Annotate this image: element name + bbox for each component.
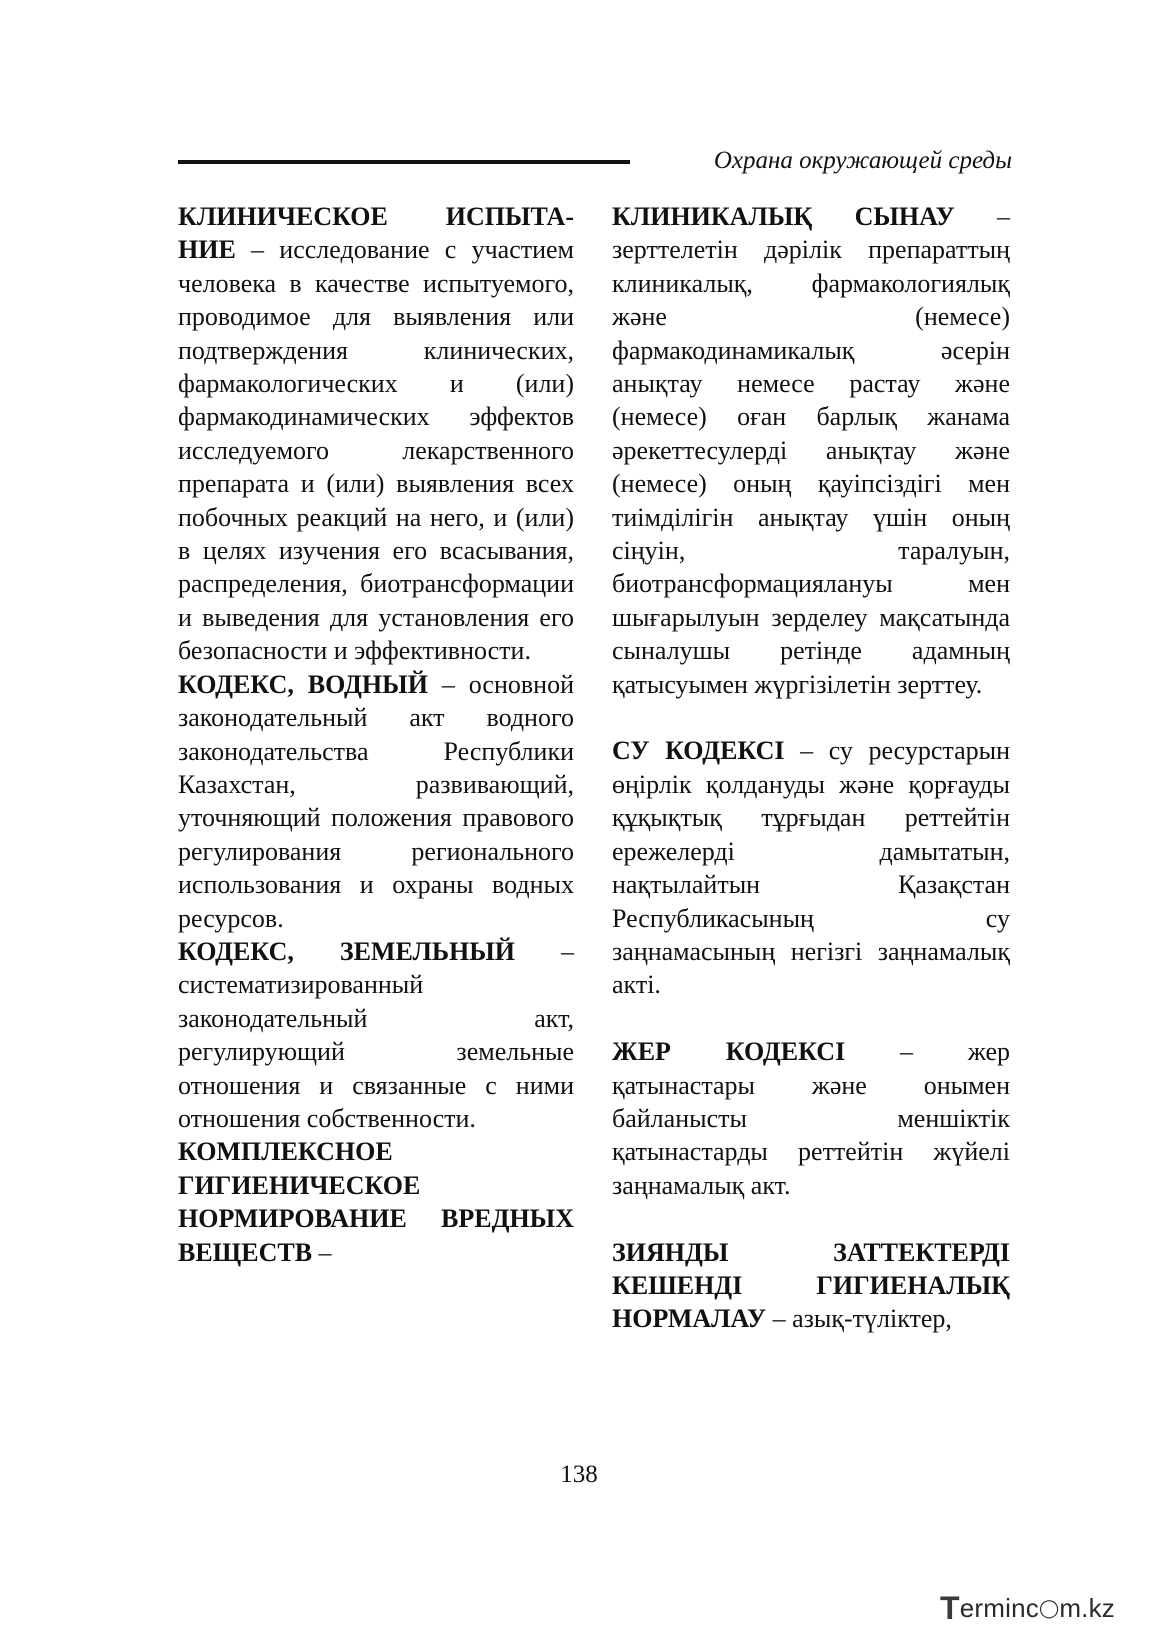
entry-term: КЛИНИЧЕСКОЕ ИСПЫТА-НИЕ (178, 202, 574, 265)
entry-definition: – систематизированный законодательный акт, регулирующий земельные отношения и связанные с ними отношения собственности. (178, 936, 574, 1133)
entry-term: СУ КОДЕКСІ (612, 736, 785, 766)
entry-term: КЛИНИКАЛЫҚ СЫНАУ (612, 202, 955, 231)
entry-definition: – азық-түліктер, (766, 1304, 952, 1334)
watermark-text: erminc (959, 1592, 1039, 1623)
entry-definition: – су ресурстарын өңірлік қолдануды және қорғауды құқықтық тұрғыдан реттейтін ережелерді дамытатын, нақтылайтын Қазақстан Республикасының су заңнамасының негізгі заңнамалық акті. (612, 736, 1010, 1000)
entry-term: КОДЕКС, ВОДНЫЙ (178, 669, 428, 699)
entry-water-code-ru (178, 668, 574, 935)
entry-definition: – исследование с участием человека в качестве испытуемого, проводимое для выявления или подтверждения клинических, фармакологических и (или) фармакодинамических эффектов исследуемого лекарственного препарата и (или) выявления всех побочных реакций на него, и (или) в целях изучения его всасывания, распределения, биотрансформации и выведения для установления его безопасности и эффективности. (178, 235, 574, 666)
entry-hygienic-norming-ru (178, 1135, 574, 1269)
running-header-title: Охрана окружающей среды (713, 147, 1012, 174)
entry-clinical-trial-ru (178, 200, 574, 668)
entry-term: КОМПЛЕКСНОЕ ГИГИЕНИЧЕСКОЕ НОРМИРОВАНИЕ ВРЕДНЫХ ВЕЩЕСТВ (178, 1137, 574, 1267)
entry-definition: – жер қатынастары және онымен байланысты меншіктік қатынастарды реттейтін жүйелі заңнамалық акт. (612, 1037, 1010, 1200)
termincom-logo-icon (940, 1588, 1140, 1628)
header-rule (178, 160, 630, 164)
entry-term: ЖЕР КОДЕКСІ (612, 1037, 846, 1067)
watermark-t: T (940, 1589, 960, 1626)
right-column-kazakh (612, 200, 1010, 1369)
entry-water-code-kz (612, 734, 1010, 1001)
entry-term: ЗИЯНДЫ ЗАТТЕКТЕРДІ КЕШЕНДІ ГИГИЕНАЛЫҚ НОРМАЛАУ (612, 1237, 1010, 1334)
entry-definition: – основной законодательный акт водного законодательства Республики Казахстан, развивающий, уточняющий положения правового регулирования регионального использования и охраны водных ресурсов. (178, 669, 574, 933)
watermark-domain: m.kz (1059, 1592, 1116, 1623)
entry-land-code-ru (178, 935, 574, 1135)
page-number: 138 (560, 1461, 598, 1488)
entry-term: КОДЕКС, ЗЕМЕЛЬНЫЙ (178, 936, 515, 966)
entry-land-code-kz (612, 1035, 1010, 1202)
entry-definition: – (312, 1237, 332, 1267)
entry-clinical-trial-kz (612, 200, 1010, 701)
left-column-russian (178, 200, 574, 1269)
entry-definition: – зерттелетін дәрілік препараттың клиникалық, фармакологиялық және (немесе) фармакодинамикалық әсерін анықтау немесе растау және (немесе) оған барлық жанама әрекеттесулерді анықтау және (немесе) оның қауіпсіздігі мен тиімділігін анықтау үшін оның сіңуін, таралуын, биотрансформациялануы мен шығарылуын зерделеу мақсатында сыналушы ретінде адамның қатысуымен жүргізілетін зерттеу. (612, 202, 1011, 699)
watermark-o-glyph: ◯ (1038, 1597, 1060, 1618)
entry-hygienic-norming-kz (612, 1236, 1010, 1336)
